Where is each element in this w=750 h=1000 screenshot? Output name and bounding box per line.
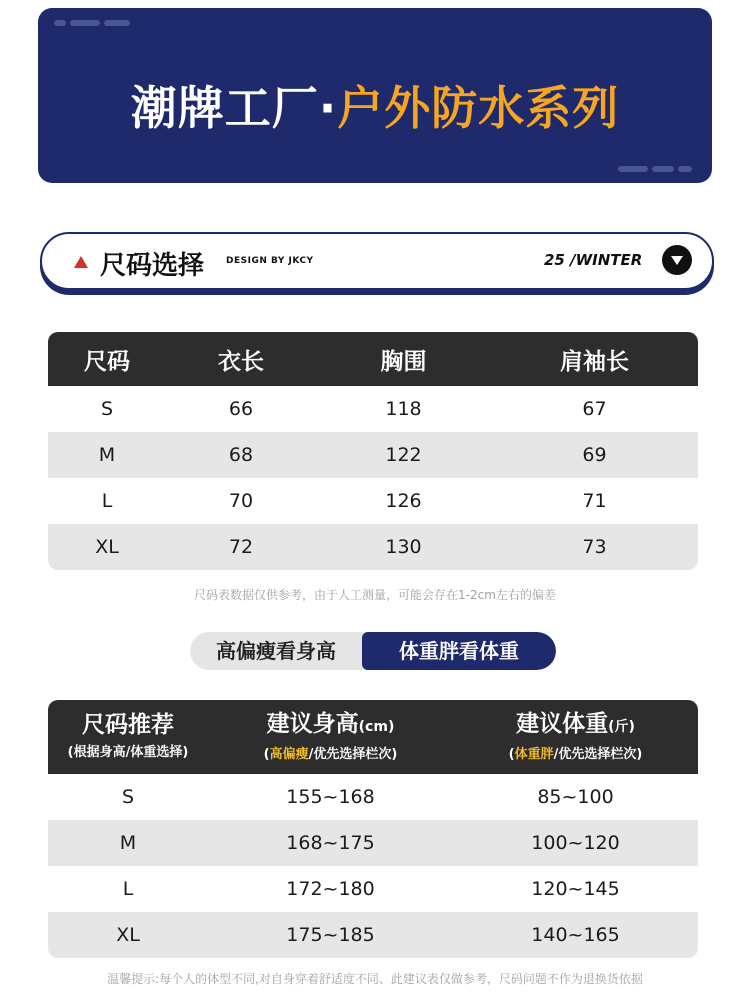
size-table bbox=[48, 332, 698, 570]
cell-size: S bbox=[100, 398, 114, 420]
cell-height: 155~168 bbox=[286, 786, 375, 808]
decor-dash bbox=[618, 166, 648, 172]
decor-dash bbox=[54, 20, 66, 26]
table-row bbox=[48, 478, 698, 524]
cell-chest: 118 bbox=[385, 398, 422, 420]
decor-dash bbox=[652, 166, 674, 172]
highlight-text: 高偏瘦 bbox=[269, 746, 309, 762]
banner-title bbox=[38, 72, 712, 138]
cell-length: 66 bbox=[228, 398, 254, 420]
season-label: 25 /WINTER bbox=[544, 251, 643, 269]
cell-height: 168~175 bbox=[286, 832, 375, 854]
chevron-down-icon bbox=[662, 245, 692, 275]
cell-length: 70 bbox=[228, 490, 254, 512]
cell-sleeve: 71 bbox=[582, 490, 607, 512]
header-height bbox=[208, 710, 453, 765]
header-weight-sub bbox=[453, 745, 698, 765]
banner-title-series: 户外防水系列 bbox=[337, 81, 620, 135]
decor-dash bbox=[104, 20, 130, 26]
header-weight-text: 建议体重 bbox=[516, 710, 609, 737]
design-credit: DESIGN BY JKCY bbox=[226, 256, 314, 266]
guide-weight-label: 体重胖看体重 bbox=[362, 632, 556, 670]
cell-chest: 122 bbox=[385, 444, 422, 466]
cell-weight: 120~145 bbox=[531, 878, 620, 900]
cell-size: XL bbox=[95, 536, 119, 558]
header-weight-title bbox=[453, 710, 698, 741]
banner bbox=[38, 8, 712, 183]
tip-note: 温馨提示:每个人的体型不同,对自身穿着舒适度不同、此建议表仅做参考，尺码问题不作为退换货依据 bbox=[107, 972, 643, 986]
cell-size: L bbox=[122, 878, 134, 900]
cell-chest: 126 bbox=[385, 490, 422, 512]
header-recommend bbox=[48, 711, 208, 763]
size-section-title: 尺码选择 bbox=[100, 251, 205, 281]
paren-open: ( bbox=[508, 746, 515, 762]
header-sleeve: 肩袖长 bbox=[560, 348, 629, 375]
table-row bbox=[48, 866, 698, 912]
guide-pill bbox=[190, 632, 556, 670]
highlight-text: 体重胖 bbox=[514, 746, 554, 762]
cell-weight: 100~120 bbox=[531, 832, 620, 854]
size-section-bar bbox=[40, 232, 714, 290]
cell-height: 175~185 bbox=[286, 924, 375, 946]
header-length: 衣长 bbox=[218, 348, 264, 375]
cell-length: 68 bbox=[228, 444, 254, 466]
paren-open: ( bbox=[263, 746, 270, 762]
cell-weight: 85~100 bbox=[537, 786, 614, 808]
cell-weight: 140~165 bbox=[531, 924, 620, 946]
table-row bbox=[48, 820, 698, 866]
table-row bbox=[48, 386, 698, 432]
measurement-note: 尺码表数据仅供参考，由于人工测量，可能会存在1-2cm左右的偏差 bbox=[194, 588, 556, 602]
cell-sleeve: 73 bbox=[582, 536, 607, 558]
cell-size: S bbox=[121, 786, 135, 808]
table-row bbox=[48, 774, 698, 820]
header-weight-unit: (斤) bbox=[608, 718, 635, 735]
header-chest: 胸围 bbox=[380, 348, 427, 375]
recommend-table bbox=[48, 700, 698, 958]
header-size: 尺码 bbox=[84, 348, 130, 375]
guide-height-label: 高偏瘦看身高 bbox=[216, 639, 336, 663]
header-height-sub bbox=[208, 745, 453, 765]
cell-sleeve: 67 bbox=[582, 398, 607, 420]
cell-sleeve: 69 bbox=[582, 444, 607, 466]
header-height-title bbox=[208, 710, 453, 741]
table-row bbox=[48, 524, 698, 570]
banner-title-brand: 潮牌工厂· bbox=[130, 81, 338, 135]
table-row bbox=[48, 432, 698, 478]
cell-height: 172~180 bbox=[286, 878, 375, 900]
header-weight bbox=[453, 710, 698, 765]
cell-chest: 130 bbox=[385, 536, 422, 558]
header-height-unit: (cm) bbox=[358, 718, 395, 735]
decor-dash bbox=[70, 20, 100, 26]
cell-size: M bbox=[98, 444, 116, 466]
sub-text: /优先选择栏次) bbox=[553, 746, 643, 762]
cell-size: M bbox=[119, 832, 137, 854]
cell-size: XL bbox=[116, 924, 140, 946]
decor-dash bbox=[678, 166, 692, 172]
sub-text: /优先选择栏次) bbox=[308, 746, 398, 762]
triangle-icon bbox=[74, 256, 88, 268]
header-height-text: 建议身高 bbox=[266, 710, 359, 737]
cell-length: 72 bbox=[228, 536, 254, 558]
recommend-table-header bbox=[48, 700, 698, 774]
header-recommend-title: 尺码推荐 bbox=[82, 712, 174, 738]
cell-size: L bbox=[101, 490, 113, 512]
size-table-header bbox=[48, 332, 698, 386]
table-row bbox=[48, 912, 698, 958]
header-recommend-sub: (根据身高/体重选择) bbox=[67, 745, 189, 760]
